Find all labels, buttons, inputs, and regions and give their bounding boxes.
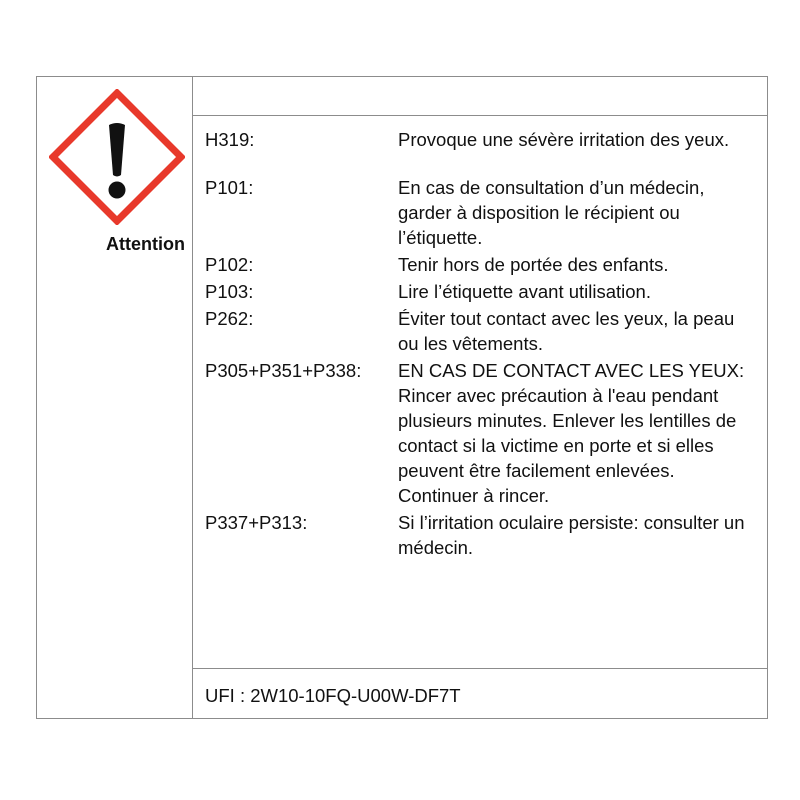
statement-row-p101 xyxy=(205,175,759,250)
statement-row-p102 xyxy=(205,252,759,277)
statement-row-h319 xyxy=(205,127,759,152)
statement-text: Tenir hors de portée des enfants. xyxy=(398,254,669,275)
statement-code: P262: xyxy=(205,308,254,329)
statement-code: H319: xyxy=(205,129,255,150)
statement-code: P337+P313: xyxy=(205,512,308,533)
statement-text: Éviter tout contact avec les yeux, la peau ou les vêtements. xyxy=(398,308,735,354)
statement-text: Si l’irritation oculaire persiste: consulter un médecin. xyxy=(398,512,745,558)
pictogram-column xyxy=(37,77,193,718)
ufi-row xyxy=(193,668,767,718)
statement-row-p103 xyxy=(205,279,759,304)
ufi-code: UFI : 2W10-10FQ-U00W-DF7T xyxy=(205,685,461,706)
signal-word: Attention xyxy=(106,234,185,254)
statement-code: P103: xyxy=(205,281,254,302)
exclamation-mark-icon xyxy=(49,89,185,225)
statement-text: En cas de consultation d’un médecin, garder à disposition le récipient ou l’étiquette. xyxy=(398,177,705,248)
statement-code: P305+P351+P338: xyxy=(205,360,362,381)
hazard-label xyxy=(36,76,768,719)
statement-row-p305-p351-p338 xyxy=(205,358,759,508)
statement-text: Lire l’étiquette avant utilisation. xyxy=(398,281,651,302)
statement-code: P102: xyxy=(205,254,254,275)
header-row xyxy=(193,77,767,116)
statement-text: EN CAS DE CONTACT AVEC LES YEUX: Rincer avec précaution à l'eau pendant plusieurs minutes. Enlever les lentilles de contact si la victime en porte et si elles peuvent être facilement enlevées. Continuer à rincer. xyxy=(398,360,745,506)
statement-code: P101: xyxy=(205,177,254,198)
statement-text: Provoque une sévère irritation des yeux. xyxy=(398,129,730,150)
statement-row-p337-p313 xyxy=(205,510,759,560)
statement-row-p262 xyxy=(205,306,759,356)
statements-column xyxy=(193,77,767,718)
statements-list xyxy=(205,127,759,560)
